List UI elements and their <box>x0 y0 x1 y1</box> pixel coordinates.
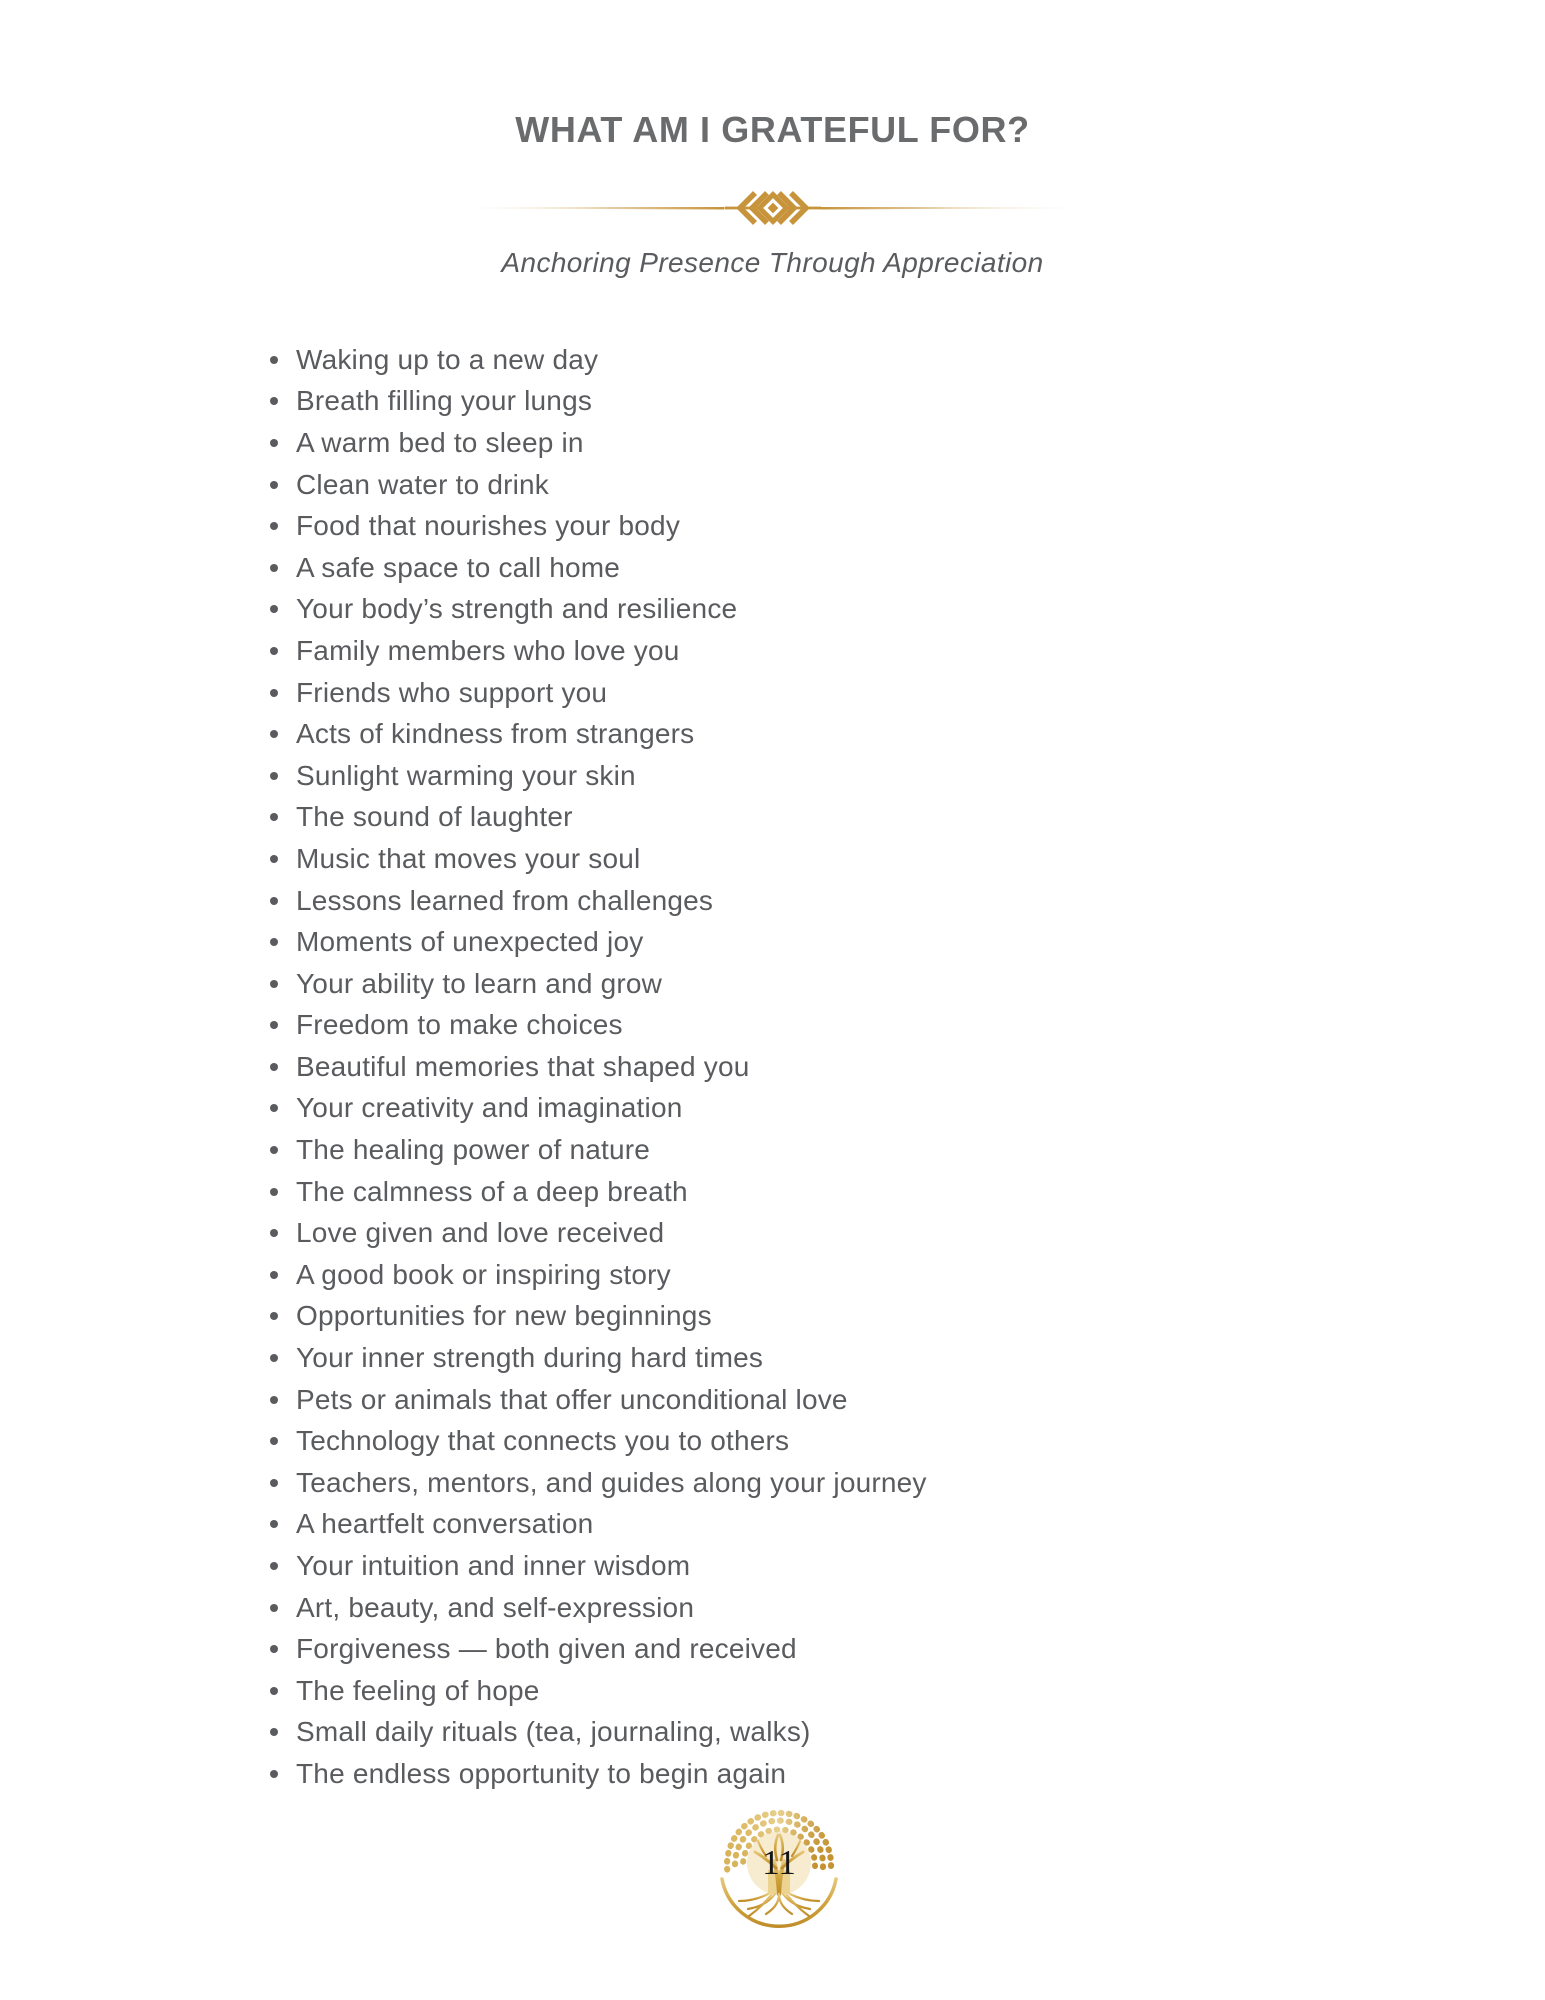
list-item-text: Beautiful memories that shaped you <box>296 1050 750 1082</box>
bullet-icon <box>270 1562 278 1570</box>
bullet-icon <box>270 1645 278 1653</box>
list-item-text: Your inner strength during hard times <box>296 1342 764 1374</box>
list-item <box>268 547 927 589</box>
list-item-text: Teachers, mentors, and guides along your journey <box>296 1466 927 1498</box>
bullet-icon <box>270 772 278 780</box>
list-item-text: A heartfelt conversation <box>296 1508 594 1540</box>
list-item <box>268 797 927 839</box>
list-item <box>268 1587 927 1629</box>
bullet-icon <box>270 1229 278 1237</box>
list-item <box>268 381 927 423</box>
list-item-text: Lessons learned from challenges <box>296 884 714 916</box>
decorative-divider <box>467 186 1079 230</box>
list-item-text: Moments of unexpected joy <box>296 926 644 958</box>
list-item-text: Clean water to drink <box>296 468 550 500</box>
list-item <box>268 1005 927 1047</box>
list-item <box>268 1046 927 1088</box>
list-item <box>268 1296 927 1338</box>
list-item-text: Family members who love you <box>296 634 680 666</box>
list-item <box>268 1462 927 1504</box>
bullet-icon <box>270 938 278 946</box>
list-item <box>268 963 927 1005</box>
list-item-text: The feeling of hope <box>296 1674 540 1706</box>
page-number: 11 <box>762 1843 796 1882</box>
list-item-text: Sunlight warming your skin <box>296 759 636 791</box>
tree-of-life-logo <box>718 1808 840 1930</box>
bullet-icon <box>270 481 278 489</box>
page-subtitle: Anchoring Presence Through Appreciation <box>501 247 1044 278</box>
list-item-text: A warm bed to sleep in <box>296 426 584 458</box>
list-item <box>268 1420 927 1462</box>
list-item <box>268 1753 927 1795</box>
list-item <box>268 1171 927 1213</box>
list-item <box>268 630 927 672</box>
list-item <box>268 672 927 714</box>
list-item-text: The sound of laughter <box>296 801 573 833</box>
bullet-icon <box>270 605 278 613</box>
list-item-text: Music that moves your soul <box>296 842 641 874</box>
bullet-icon <box>270 397 278 405</box>
bullet-icon <box>270 356 278 364</box>
list-item <box>268 921 927 963</box>
list-item <box>268 755 927 797</box>
bullet-icon <box>270 1437 278 1445</box>
divider-line-right <box>821 207 1079 210</box>
bullet-icon <box>270 1354 278 1362</box>
list-item <box>268 1254 927 1296</box>
list-item-text: A good book or inspiring story <box>296 1258 671 1290</box>
list-item <box>268 1712 927 1754</box>
bullet-icon <box>270 1770 278 1778</box>
list-item <box>268 880 927 922</box>
bullet-icon <box>270 1396 278 1404</box>
list-item <box>268 505 927 547</box>
bullet-icon <box>270 1271 278 1279</box>
bullet-icon <box>270 1520 278 1528</box>
bullet-icon <box>270 689 278 697</box>
list-item-text: Technology that connects you to others <box>296 1425 790 1457</box>
list-item <box>268 1379 927 1421</box>
list-item <box>268 589 927 631</box>
bullet-icon <box>270 730 278 738</box>
list-item-text: The endless opportunity to begin again <box>296 1757 787 1789</box>
list-item-text: Small daily rituals (tea, journaling, walks) <box>296 1716 811 1748</box>
list-item <box>268 422 927 464</box>
list-item-text: Breath filling your lungs <box>296 385 593 417</box>
bullet-icon <box>270 1104 278 1112</box>
bullet-icon <box>270 855 278 863</box>
list-item-text: Your body’s strength and resilience <box>296 593 738 625</box>
list-item-text: Waking up to a new day <box>296 343 599 375</box>
bullet-icon <box>270 564 278 572</box>
list-item <box>268 838 927 880</box>
list-item-text: Your ability to learn and grow <box>296 967 663 999</box>
divider-line-left <box>467 207 725 210</box>
bullet-icon <box>270 1188 278 1196</box>
bullet-icon <box>270 647 278 655</box>
page-title: WHAT AM I GRATEFUL FOR? <box>515 109 1030 150</box>
list-item <box>268 713 927 755</box>
bullet-icon <box>270 1312 278 1320</box>
list-item <box>268 464 927 506</box>
list-item-text: Art, beauty, and self-expression <box>296 1591 695 1623</box>
list-item <box>268 1212 927 1254</box>
list-item-text: The calmness of a deep breath <box>296 1175 688 1207</box>
bullet-icon <box>270 897 278 905</box>
list-item-text: Your intuition and inner wisdom <box>296 1550 691 1582</box>
list-item-text: Acts of kindness from strangers <box>296 718 695 750</box>
list-item <box>268 339 927 381</box>
list-item <box>268 1337 927 1379</box>
list-item-text: Love given and love received <box>296 1217 665 1249</box>
list-item <box>268 1129 927 1171</box>
list-item <box>268 1670 927 1712</box>
list-item-text: Opportunities for new beginnings <box>296 1300 712 1332</box>
bullet-icon <box>270 980 278 988</box>
list-item-text: Your creativity and imagination <box>296 1092 683 1124</box>
bullet-icon <box>270 1604 278 1612</box>
list-item <box>268 1545 927 1587</box>
list-item-text: Freedom to make choices <box>296 1009 623 1041</box>
gratitude-list <box>268 339 927 1795</box>
list-item <box>268 1628 927 1670</box>
bullet-icon <box>270 1063 278 1071</box>
list-item <box>268 1088 927 1130</box>
bullet-icon <box>270 1687 278 1695</box>
list-item-text: Food that nourishes your body <box>296 510 681 542</box>
list-item-text: Friends who support you <box>296 676 608 708</box>
list-item-text: The healing power of nature <box>296 1134 651 1166</box>
bullet-icon <box>270 522 278 530</box>
bullet-icon <box>270 1021 278 1029</box>
bullet-icon <box>270 1728 278 1736</box>
bullet-icon <box>270 439 278 447</box>
list-item-text: A safe space to call home <box>296 551 621 583</box>
list-item-text: Forgiveness — both given and received <box>296 1633 797 1665</box>
bullet-icon <box>270 813 278 821</box>
chevron-diamond-ornament-icon <box>725 186 821 230</box>
bullet-icon <box>270 1146 278 1154</box>
list-item <box>268 1504 927 1546</box>
bullet-icon <box>270 1479 278 1487</box>
list-item-text: Pets or animals that offer unconditional love <box>296 1383 848 1415</box>
